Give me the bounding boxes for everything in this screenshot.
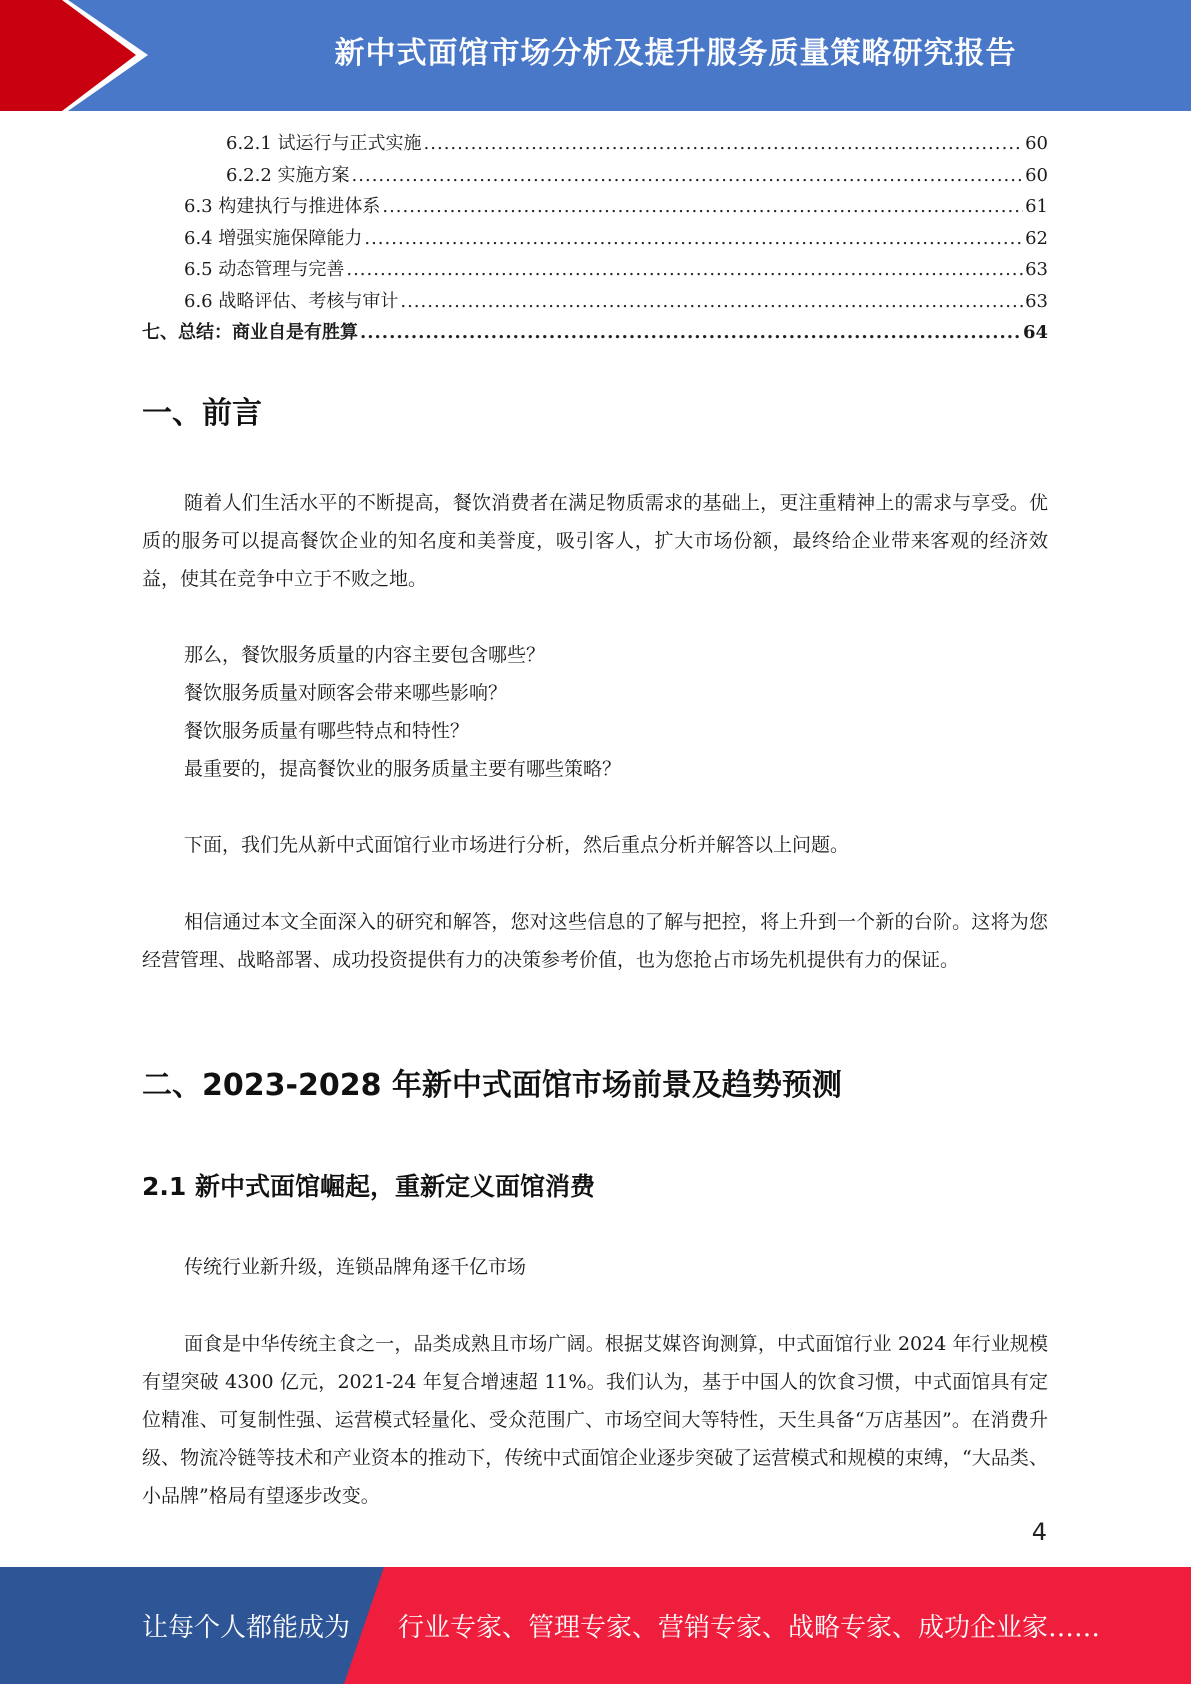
toc-entry-page: 63 [1025, 290, 1048, 312]
toc-entry-page: 63 [1025, 259, 1048, 280]
toc-leader-dots [360, 317, 1021, 349]
toc-leader-dots [352, 160, 1024, 192]
question-list [184, 636, 1044, 788]
question-item: 那么，餐饮服务质量的内容主要包含哪些？ [184, 644, 546, 666]
market-paragraph: 面食是中华传统主食之一，品类成熟且市场广阔。根据艾媒咨询测算，中式面馆行业 2024 年行业规模有望突破 4300 亿元，2021-24 年复合增速超 11%。我们认为，基于中国人的饮食习惯，中式面馆具有定位精准、可复制性强、运营模式轻量化、受众范围广、市场空间大等特性，天生具备“万店基因”。在消费升级、物流冷链等技术和产业资本的推动下，传统中式面馆企业逐步突破了运营模式和规模的束缚，“大品类、小品牌”格局有望逐步改变。 [142, 1333, 1048, 1507]
subsection-heading-2-1: 2.1 新中式面馆崛起，重新定义面馆消费 [142, 1172, 595, 1201]
question-item: 餐饮服务质量对顾客会带来哪些影响？ [184, 682, 508, 704]
toc-leader-dots [424, 128, 1024, 160]
document-title: 新中式面馆市场分析及提升服务质量策略研究报告 [334, 36, 1017, 71]
preface-paragraph-3: 相信通过本文全面深入的研究和解答，您对这些信息的了解与把控，将上升到一个新的台阶。这将为您经营管理、战略部署、成功投资提供有力的决策参考价值，也为您抢占市场先机提供有力的保证。 [142, 911, 1048, 971]
footer-slogan-right: 行业专家、管理专家、营销专家、战略专家、成功企业家…… [398, 1613, 1101, 1643]
question-item: 餐饮服务质量有哪些特点和特性？ [184, 720, 470, 742]
preface-paragraph-1: 随着人们生活水平的不断提高，餐饮消费者在满足物质需求的基础上，更注重精神上的需求与享受。优质的服务可以提高餐饮企业的知名度和美誉度，吸引客人，扩大市场份额，最终给企业带来客观的经济效益，使其在竞争中立于不败之地。 [142, 492, 1048, 590]
toc-entry[interactable] [142, 254, 1048, 286]
preface-paragraph-2: 下面，我们先从新中式面馆行业市场进行分析，然后重点分析并解答以上问题。 [184, 834, 850, 856]
toc-leader-dots [346, 254, 1023, 286]
question-item: 最重要的，提高餐饮业的服务质量主要有哪些策略？ [184, 758, 622, 780]
toc-entry-label: 七、总结：商业自是有胜算 [142, 322, 358, 343]
toc-entry[interactable] [142, 160, 1048, 192]
toc-entry[interactable] [142, 191, 1048, 223]
toc-leader-dots [364, 223, 1023, 255]
header-chevron-decoration [0, 0, 160, 111]
toc-entry-label: 6.6 战略评估、考核与审计 [184, 290, 399, 312]
page-footer [0, 1567, 1191, 1684]
toc-entry-label: 6.3 构建执行与推进体系 [184, 196, 381, 217]
table-of-contents [142, 128, 1048, 349]
toc-entry-page: 60 [1025, 133, 1048, 154]
page-header [0, 0, 1191, 111]
toc-entry[interactable] [142, 286, 1048, 318]
toc-entry-page: 62 [1025, 227, 1048, 249]
toc-entry-page: 60 [1025, 164, 1048, 186]
toc-leader-dots [382, 191, 1023, 223]
section-heading-preface: 一、前言 [142, 396, 262, 431]
toc-entry[interactable] [142, 317, 1048, 349]
toc-entry[interactable] [142, 128, 1048, 160]
footer-slogan-left: 让每个人都能成为 [142, 1613, 351, 1643]
toc-leader-dots [400, 286, 1023, 318]
toc-entry-label: 6.4 增强实施保障能力 [184, 227, 363, 249]
section-heading-market-outlook: 二、2023-2028 年新中式面馆市场前景及趋势预测 [142, 1068, 842, 1103]
toc-entry-page: 64 [1022, 322, 1048, 343]
page-number: 4 [1031, 1518, 1047, 1546]
toc-entry-label: 6.2.1 试运行与正式实施 [226, 133, 422, 154]
toc-entry-label: 6.2.2 实施方案 [226, 164, 350, 186]
toc-entry-label: 6.5 动态管理与完善 [184, 259, 345, 280]
toc-entry[interactable] [142, 223, 1048, 255]
toc-entry-page: 61 [1025, 196, 1048, 217]
subsection-lead: 传统行业新升级，连锁品牌角逐千亿市场 [184, 1256, 527, 1278]
